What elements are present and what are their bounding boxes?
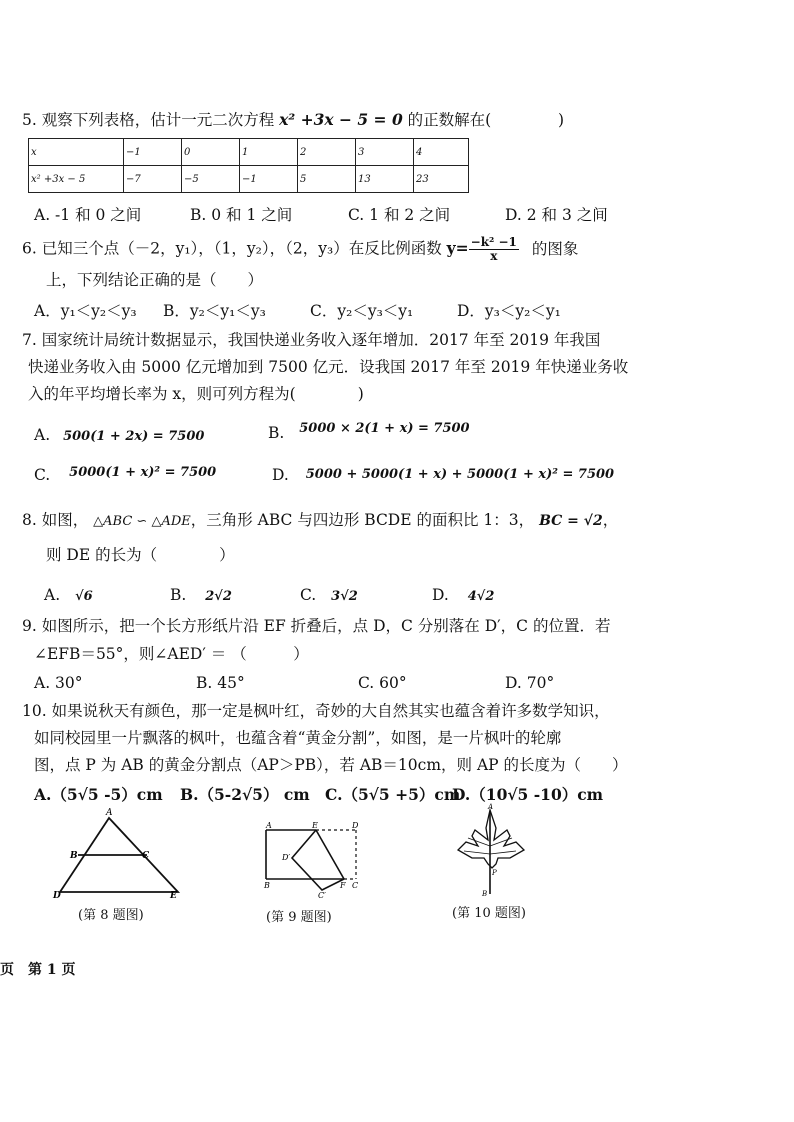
- q6-func-y: y=: [446, 238, 469, 258]
- q8-option-a-value: √6: [75, 589, 93, 604]
- q8-option-a: [44, 585, 93, 607]
- q8-line1-text: 8. 如图，: [22, 511, 89, 529]
- q9-option-a: A. 30°: [34, 674, 83, 692]
- table-cell: x: [29, 139, 124, 166]
- fig10-label-b: B: [482, 890, 488, 898]
- q8-option-b-label: B.: [170, 586, 187, 604]
- fig9-label-c: C: [352, 881, 359, 890]
- fig9-label-d: D: [352, 821, 359, 830]
- q8-option-c-label: C.: [300, 586, 317, 604]
- q7-line1: 7. 国家统计局统计数据显示，我国快递业务收入逐年增加．2017 年至 2019 年我国: [22, 331, 601, 349]
- q10-line1: 10. 如果说秋天有颜色，那一定是枫叶红，奇妙的大自然其实也蕴含着许多数学知识，: [22, 702, 610, 720]
- q7-line2: 快递业务收入由 5000 亿元增加到 7500 亿元．设我国 2017 年至 2019 年快递业务收: [28, 358, 629, 376]
- q7-option-d: [272, 465, 614, 487]
- q7-option-b: [268, 423, 470, 445]
- q6-line1: [22, 236, 578, 263]
- q10-option-d: D.（10√5 -10）cm: [452, 785, 604, 804]
- fig9-label-e: E: [312, 821, 318, 830]
- q6-option-a: A．y₁＜y₂＜y₃: [34, 302, 137, 320]
- table-cell: 1: [240, 139, 298, 166]
- q9-option-b: B. 45°: [196, 674, 245, 692]
- q5-stem-text: 5. 观察下列表格，估计一元二次方程: [22, 111, 275, 129]
- q8-option-b: [170, 585, 232, 607]
- q9-line2: ∠EFB＝55°，则∠AED′ ＝ （ ）: [34, 645, 309, 663]
- q10-line3: 图，点 P 为 AB 的黄金分割点（AP＞PB），若 AB＝10cm，则 AP 的长度为（ ）: [34, 756, 628, 774]
- fig8-caption: (第 8 题图): [78, 908, 144, 923]
- fig10-maple-leaf-diagram: [452, 803, 532, 902]
- q7-line3: 入的年平均增长率为 x，则可列方程为( ): [28, 385, 364, 403]
- table-cell: 13: [356, 166, 414, 193]
- fig10-caption: (第 10 题图): [452, 906, 526, 921]
- q9-line1: 9. 如图所示，把一个长方形纸片沿 EF 折叠后，点 D，C 分别落在 D′，C 的位置．若: [22, 617, 611, 635]
- q8-bc-value: BC = √2: [539, 513, 603, 529]
- q7-option-c-label: C.: [34, 466, 51, 484]
- fig9-caption: (第 9 题图): [266, 910, 332, 925]
- table-row: [29, 166, 469, 193]
- fig8-label-d: D: [53, 891, 61, 901]
- q8-option-c: [300, 585, 358, 607]
- fig8-label-e: E: [170, 891, 177, 901]
- q6-option-b: B．y₂＜y₁＜y₃: [163, 302, 266, 320]
- fig9-label-a: A: [266, 821, 272, 830]
- q8-option-d-label: D.: [432, 586, 449, 604]
- q5-option-c: C. 1 和 2 之间: [348, 206, 451, 224]
- fig10-leaf-outline: [458, 810, 524, 868]
- q7-option-b-eq: 5000 × 2(1 + x) = 7500: [299, 421, 470, 436]
- q5-tail: 的正数解在(: [407, 111, 492, 129]
- table-cell: 0: [182, 139, 240, 166]
- fig9-label-c-prime: C′: [318, 891, 326, 900]
- fig9-label-b: B: [264, 881, 270, 890]
- fig10-label-a: A: [488, 803, 494, 811]
- q6-func-numerator: −k² −1: [470, 235, 517, 249]
- q5-option-d: D. 2 和 3 之间: [505, 206, 608, 224]
- q9-option-c: C. 60°: [358, 674, 407, 692]
- fig8-label-b: B: [70, 851, 78, 861]
- q6-line1-text: 6. 已知三个点（－2，y₁），（1，y₂），（2，y₃）在反比例函数: [22, 239, 442, 258]
- q6-option-d: D．y₃＜y₂＜y₁: [457, 302, 561, 320]
- q7-option-b-label: B.: [268, 424, 285, 442]
- q8-option-b-value: 2√2: [205, 589, 232, 604]
- q7-option-a: [34, 425, 204, 447]
- table-cell: 23: [414, 166, 469, 193]
- q7-option-a-eq: 500(1 + 2x) = 7500: [63, 429, 205, 444]
- table-cell: −5: [182, 166, 240, 193]
- fig9-fold-diagram: [262, 822, 382, 902]
- q8-line2: 则 DE 的长为（ ）: [46, 546, 235, 564]
- table-cell: 4: [414, 139, 469, 166]
- q7-option-d-label: D.: [272, 466, 289, 484]
- fig8-label-c: C: [142, 851, 150, 861]
- q6-line1-tail: 的图象: [531, 239, 579, 258]
- q8-line1-middle: ，三角形 ABC 与四边形 BCDE 的面积比 1：3，: [190, 511, 535, 529]
- q8-option-a-label: A.: [44, 586, 61, 604]
- q5-equation: x² +3x − 5 = 0: [279, 110, 403, 129]
- table-cell: −1: [240, 166, 298, 193]
- q8-option-c-value: 3√2: [331, 589, 358, 604]
- fig9-label-d-prime: D′: [282, 853, 291, 862]
- q7-option-a-label: A.: [34, 426, 51, 444]
- q10-option-b: B.（5-2√5） cm: [180, 785, 310, 804]
- q7-option-d-eq: 5000 + 5000(1 + x) + 5000(1 + x)² = 7500: [305, 467, 615, 482]
- q5-option-b: B. 0 和 1 之间: [190, 206, 293, 224]
- q8-line1: [22, 510, 618, 532]
- q5-close-paren: ): [558, 111, 565, 129]
- fig9-label-f: F: [340, 881, 346, 890]
- table-cell: −7: [124, 166, 182, 193]
- table-cell: 3: [356, 139, 414, 166]
- table-row: [29, 139, 469, 166]
- fig8-label-a: A: [106, 808, 113, 818]
- q10-option-c: C.（5√5 +5）cm: [325, 785, 461, 804]
- q10-option-a: A.（5√5 -5）cm: [34, 785, 163, 804]
- q8-line1-end: ，: [602, 511, 619, 529]
- q5-option-a: A. -1 和 0 之间: [34, 206, 142, 224]
- table-cell: 5: [298, 166, 356, 193]
- q9-option-d: D. 70°: [505, 674, 555, 692]
- q8-option-d: [432, 585, 494, 607]
- q7-option-c: [34, 465, 216, 487]
- page-footer: 页 第 1 页: [0, 962, 76, 978]
- fig10-label-p: P: [492, 869, 497, 877]
- q8-similar-expr: △ABC ∽ △ADE: [93, 514, 191, 529]
- q5-stem: [22, 110, 491, 130]
- q6-function-fraction: [469, 236, 519, 263]
- q6-func-denominator: x: [490, 249, 498, 263]
- q7-option-c-eq: 5000(1 + x)² = 7500: [69, 465, 217, 480]
- q6-line2: 上，下列结论正确的是（ ）: [46, 271, 264, 289]
- q10-line2: 如同校园里一片飘落的枫叶，也蕴含着“黄金分割”，如图，是一片枫叶的轮廓: [34, 729, 562, 747]
- q6-option-c: C．y₂＜y₃＜y₁: [310, 302, 414, 320]
- table-cell: 2: [298, 139, 356, 166]
- q8-option-d-value: 4√2: [467, 589, 495, 604]
- table-cell: x² +3x − 5: [29, 166, 124, 193]
- table-cell: −1: [124, 139, 182, 166]
- q5-value-table: [28, 138, 469, 193]
- fig8-triangle-diagram: [50, 808, 200, 908]
